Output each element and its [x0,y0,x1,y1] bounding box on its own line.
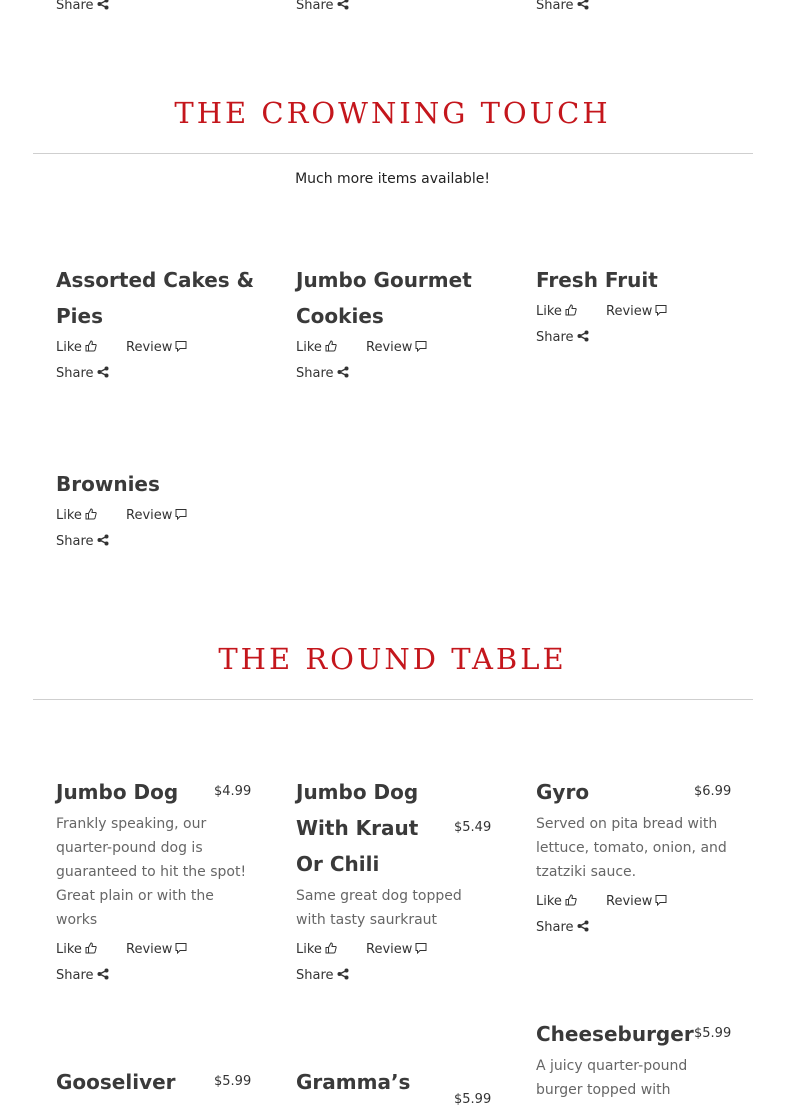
like-link[interactable] [56,508,97,523]
item-description: A juicy quarter-pound burger topped with [536,1058,688,1098]
review-label: Review [366,942,413,957]
item-name: Gooseliver [56,1070,176,1094]
item-description: Frankly speaking, our quarter-pound dog is guaranteed to hit the spot! Great plain or with the works [56,816,247,928]
share-icon [337,968,349,980]
comment-icon [175,508,187,520]
share-label: Share [56,534,94,549]
review-label: Review [126,340,173,355]
like-link[interactable] [296,340,337,355]
item-name: Jumbo Dog With Kraut Or Chili [296,780,419,876]
share-label: Share [296,0,334,13]
menu-item [296,262,496,392]
section-subtitle: Much more items available! [295,171,490,187]
thumbs-up-icon [85,508,97,520]
review-link[interactable] [366,340,427,355]
comment-icon [655,304,667,316]
menu-item [56,262,256,392]
share-link[interactable] [296,366,349,381]
share-label: Share [536,920,574,935]
share-label: Share [296,366,334,381]
review-link[interactable] [606,894,667,909]
share-link[interactable] [56,534,109,549]
share-icon [97,534,109,546]
comment-icon [175,942,187,954]
item-name: Cheeseburger [536,1022,694,1046]
like-link[interactable] [296,942,337,957]
comment-icon [415,942,427,954]
share-label: Share [296,968,334,983]
share-link[interactable] [536,920,589,935]
share-icon [337,366,349,378]
item-price: $4.99 [214,784,252,799]
menu-item [536,774,732,946]
menu-item [56,466,256,560]
share-label: Share [536,0,574,13]
share-link[interactable] [56,0,109,13]
review-label: Review [606,304,653,319]
comment-icon [655,894,667,906]
share-icon [577,330,589,342]
item-price: $5.99 [214,1074,252,1089]
share-icon [337,0,349,10]
item-name: Fresh Fruit [536,268,658,292]
review-link[interactable] [126,508,187,523]
thumbs-up-icon [325,340,337,352]
share-icon [97,0,109,10]
like-link[interactable] [56,942,97,957]
share-icon [97,968,109,980]
share-label: Share [56,366,94,381]
item-price: $5.49 [454,820,492,835]
review-label: Review [606,894,653,909]
item-name: Brownies [56,472,160,496]
like-label: Like [536,304,562,319]
review-link[interactable] [126,942,187,957]
review-link[interactable] [126,340,187,355]
menu-item [536,1016,732,1102]
like-link[interactable] [56,340,97,355]
thumbs-up-icon [565,894,577,906]
item-name: Gyro [536,780,590,804]
menu-item [296,774,492,994]
like-link[interactable] [536,304,577,319]
share-icon [97,366,109,378]
share-link[interactable] [296,968,349,983]
share-link[interactable] [536,0,589,13]
thumbs-up-icon [85,942,97,954]
share-link[interactable] [296,0,349,13]
item-description: Same great dog topped with tasty saurkraut [296,888,462,928]
share-label: Share [56,968,94,983]
like-label: Like [56,942,82,957]
share-icon [577,0,589,10]
like-link[interactable] [536,894,577,909]
share-link[interactable] [536,330,589,345]
review-link[interactable] [366,942,427,957]
thumbs-up-icon [325,942,337,954]
item-price: $5.99 [454,1092,492,1107]
share-link[interactable] [56,968,109,983]
section-divider [33,699,753,700]
share-label: Share [536,330,574,345]
share-label: Share [56,0,94,13]
item-price: $5.99 [694,1026,732,1041]
like-label: Like [296,340,322,355]
item-name: Jumbo Dog [56,780,179,804]
section-title-crowning-touch: THE CROWNING TOUCH [174,96,611,130]
review-link[interactable] [606,304,667,319]
share-icon [577,920,589,932]
thumbs-up-icon [565,304,577,316]
like-label: Like [296,942,322,957]
thumbs-up-icon [85,340,97,352]
share-link[interactable] [56,366,109,381]
item-name: Assorted Cakes & Pies [56,268,255,328]
comment-icon [175,340,187,352]
section-title-round-table: THE ROUND TABLE [218,642,567,676]
comment-icon [415,340,427,352]
menu-item [56,774,252,994]
like-label: Like [56,508,82,523]
review-label: Review [126,942,173,957]
like-label: Like [56,340,82,355]
item-name: Gramma’s [296,1070,411,1094]
menu-item [536,262,736,356]
review-label: Review [366,340,413,355]
item-name: Jumbo Gourmet Cookies [296,268,472,328]
item-description: Served on pita bread with lettuce, tomato, onion, and tzatziki sauce. [536,816,727,880]
item-price: $6.99 [694,784,732,799]
menu-item [56,1064,252,1100]
menu-item [296,1064,492,1107]
section-divider [33,153,753,154]
review-label: Review [126,508,173,523]
like-label: Like [536,894,562,909]
